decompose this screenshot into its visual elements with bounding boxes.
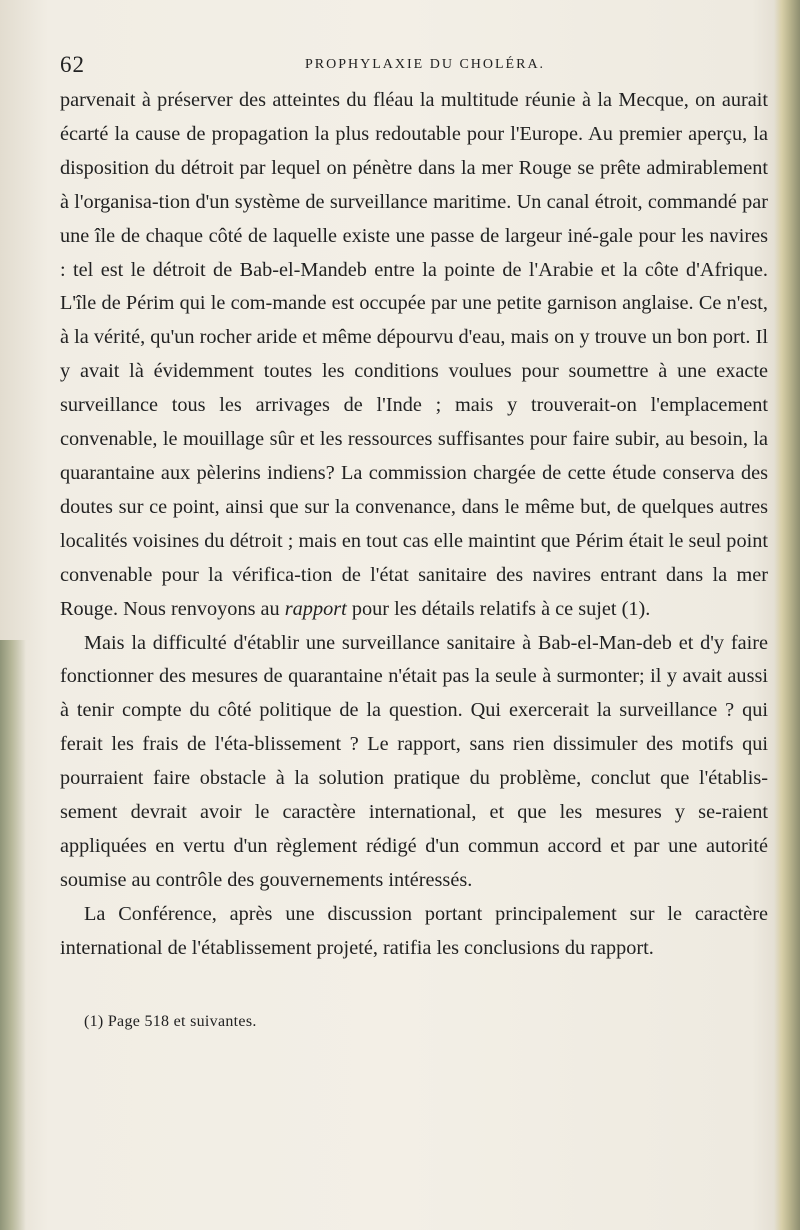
page-header xyxy=(60,52,770,82)
page-shadow-left xyxy=(0,640,26,1230)
rapport-italic: rapport xyxy=(284,597,347,620)
paragraph-1 xyxy=(60,84,768,627)
footnote: (1) Page 518 et suivantes. xyxy=(84,1013,257,1030)
paragraph-3-text: La Conférence, après une discussion portant principalement sur le caractère international de l'établissement projeté, ratifia les conclusions du rapport. xyxy=(60,902,768,959)
running-title: PROPHYLAXIE DU CHOLÉRA. xyxy=(305,57,546,72)
paragraph-1-text: parvenait à préserver des atteintes du fléau la multitude réunie à la Mecque, on aurait écarté la cause de propagation la plus redoutable pour l'Europe. Au premier aperçu, la disposition du détroit par lequel on pénètre dans la mer Rouge se prête admirablement à l'organisa-tion d'un système de surveillance maritime. Un canal étroit, commandé par une île de chaque côté de laquelle existe une passe de largeur iné-gale pour les navires : tel est le détroit de Bab-el-Mandeb entre la pointe de l'Arabie et la côte d'Afrique. L'île de Périm qui le com-mande est occupée par une petite garnison anglaise. Ce n'est, à la vérité, qu'un rocher aride et même dépourvu d'eau, mais on y trouve un bon port. Il y avait là évidemment toutes les conditions voulues pour soumettre à une exacte surveillance tous les arrivages de l'Inde ; mais y trouverait-on l'emplacement convenable, le mouillage sûr et les ressources suffisantes pour faire subir, au besoin, la quarantaine aux pèlerins indiens? La commission chargée de cette étude conserva des doutes sur ce point, ainsi que sur la convenance, dans le même but, de quelques autres localités voisines du détroit ; mais en tout cas elle maintint que Périm était le seul point convenable pour la vérifica-tion de l'état sanitaire des navires entrant dans la mer Rouge. Nous renvoyons au xyxy=(60,89,768,620)
page-binding-edge xyxy=(774,0,800,1230)
page-number: 62 xyxy=(60,52,85,77)
paragraph-2-text: Mais la difficulté d'établir une surveillance sanitaire à Bab-el-Man-deb et d'y faire fonctionner des mesures de quarantaine n'était pas la seule à surmonter; il y avait aussi à tenir compte du côté politique de la question. Qui exercerait la surveillance ? qui ferait les frais de l'éta-blissement ? Le rapport, sans rien dissimuler des motifs qui pourraient faire obstacle à la solution pratique du problème, conclut que l'établis-sement devrait avoir le caractère international, et que les mesures y se-raient appliquées en vertu d'un règlement rédigé d'un commun accord et par une autorité soumise au contrôle des gouvernements intéressés. xyxy=(60,631,768,891)
paragraph-1-tail: pour les détails relatifs à ce sujet (1). xyxy=(351,597,651,620)
paragraph-2 xyxy=(60,627,768,898)
body-text xyxy=(60,84,768,966)
paragraph-3 xyxy=(60,898,768,966)
